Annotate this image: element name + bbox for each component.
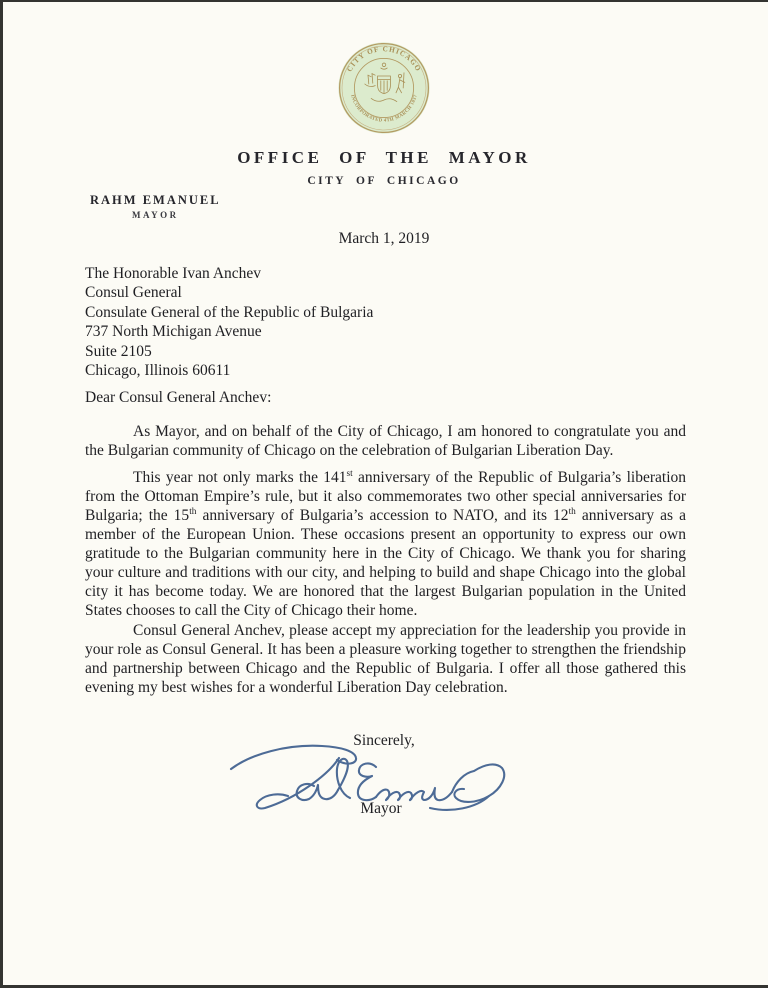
city-of-chicago-seal-icon — [336, 40, 432, 136]
scan-edge-top — [0, 0, 768, 2]
recipient-line: The Honorable Ivan Anchev — [85, 265, 262, 282]
ordinal-superscript: st — [346, 468, 353, 479]
seal-top-text: CITY OF CHICAGO — [345, 45, 423, 74]
signature-rahm-emanuel — [225, 738, 525, 823]
paragraph-2-text: anniversary of the Republic of Bulgaria’s liberation from the Ottoman Empire’s rule, but it also commemorates two other special anniversaries for Bulgaria; the 15 — [85, 469, 686, 524]
paragraph-2-text: anniversary as a member of the European Union. These occasions present an opportunity to express our own gratitude to the Bulgarian community here in the City of Chicago. We thank you for sharing your culture and traditions with our city, and helping to build and shape Chicago into the global city it has become today. We are honored that the largest Bulgarian population in the United States chooses to call the City of Chicago their home. — [85, 507, 686, 619]
paragraph-2 — [85, 468, 686, 620]
letterhead-official-block — [90, 193, 221, 220]
recipient-line: Chicago, Illinois 60611 — [85, 362, 231, 380]
scan-edge-left — [0, 0, 3, 988]
recipient-address-block — [85, 264, 373, 380]
official-name: RAHM EMANUEL — [90, 193, 221, 207]
paragraph-2-text: This year not only marks the 141 — [133, 469, 347, 486]
paragraph-2-text: anniversary of Bulgaria’s accession to NATO, and its 12 — [196, 507, 569, 524]
ordinal-superscript: th — [568, 506, 576, 517]
letter-date: March 1, 2019 — [338, 230, 430, 247]
recipient-line: 737 North Michigan Avenue — [85, 323, 262, 341]
salutation: Dear Consul General Anchev: — [85, 389, 272, 406]
official-title: MAYOR — [131, 210, 179, 220]
letterhead-office-title: OFFICE OF THE MAYOR — [237, 148, 531, 167]
seal-bottom-text: INCORPORATED 4TH MARCH 1837 — [349, 94, 419, 124]
recipient-line: Consul General — [85, 284, 182, 302]
paragraph-3: Consul General Anchev, please accept my appreciation for the leadership you provide in your role as Consul General. It has been a pleasure working together to strengthen the friendship and partnership between Chicago and the Republic of Bulgaria. I offer all those gathered this evening my best wishes for a wonderful Liberation Day celebration. — [85, 622, 686, 696]
letterhead-city-subtitle: CITY OF CHICAGO — [307, 175, 461, 187]
recipient-line: Consulate General of the Republic of Bulgaria — [85, 303, 374, 321]
valediction: Sincerely, — [353, 732, 415, 749]
closing-title: Mayor — [360, 800, 402, 817]
ordinal-superscript: th — [189, 506, 197, 517]
paragraph-1: As Mayor, and on behalf of the City of Chicago, I am honored to congratulate you and the Bulgarian community of Chicago on the celebration of Bulgarian Liberation Day. — [85, 423, 686, 459]
recipient-line: Suite 2105 — [85, 342, 152, 360]
